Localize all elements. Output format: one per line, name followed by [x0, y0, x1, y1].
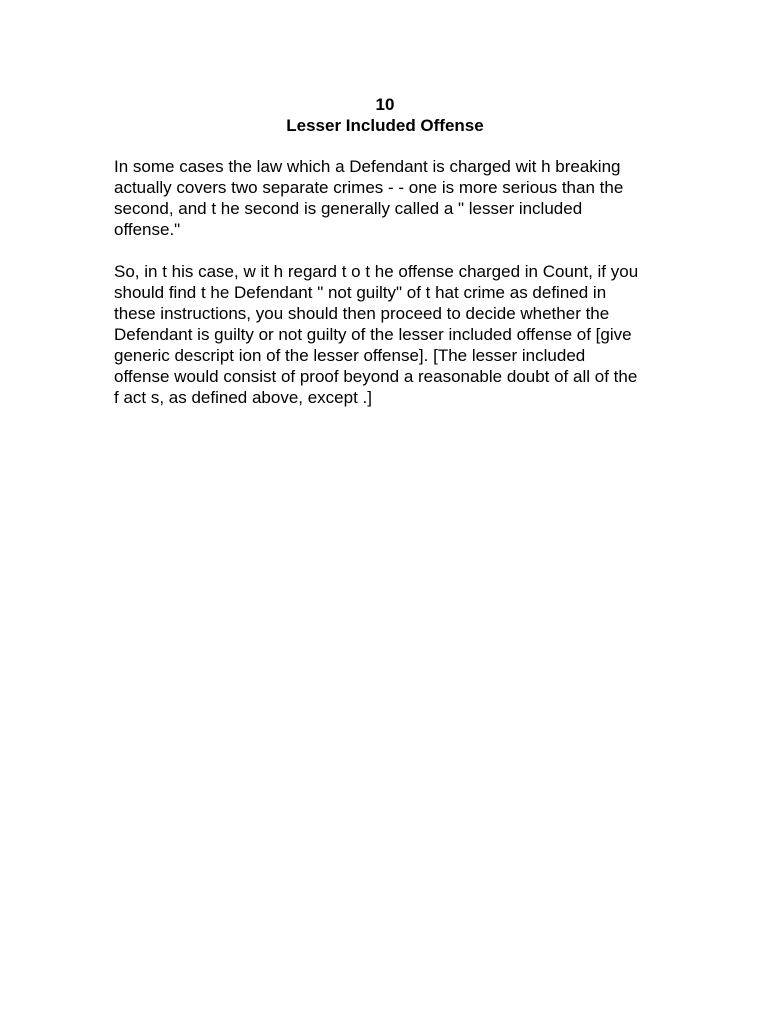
paragraph-line: second, and t he second is generally called a " lesser included — [114, 199, 583, 218]
instruction-title: Lesser Included Offense — [286, 116, 484, 135]
paragraph-line: actually covers two separate crimes - - one is more serious than the — [114, 178, 624, 197]
instruction-number: 10 — [375, 95, 395, 114]
paragraph-2 — [114, 261, 638, 408]
paragraph-line: should find t he Defendant " not guilty" of t hat crime as defined in — [114, 283, 607, 302]
paragraph-line: offense." — [114, 220, 181, 239]
paragraph-line: So, in t his case, w it h regard t o t he offense charged in Count, if you — [114, 262, 639, 281]
paragraph-line: offense would consist of proof beyond a reasonable doubt of all of the — [114, 367, 638, 386]
paragraph-line: Defendant is guilty or not guilty of the lesser included offense of [give — [114, 325, 632, 344]
paragraph-1 — [114, 156, 623, 240]
paragraph-line: f act s, as defined above, except .] — [114, 388, 372, 407]
paragraph-line: generic descript ion of the lesser offense]. [The lesser included — [114, 346, 586, 365]
paragraph-line: these instructions, you should then proceed to decide whether the — [114, 304, 610, 323]
paragraph-line: In some cases the law which a Defendant is charged wit h breaking — [114, 157, 621, 176]
